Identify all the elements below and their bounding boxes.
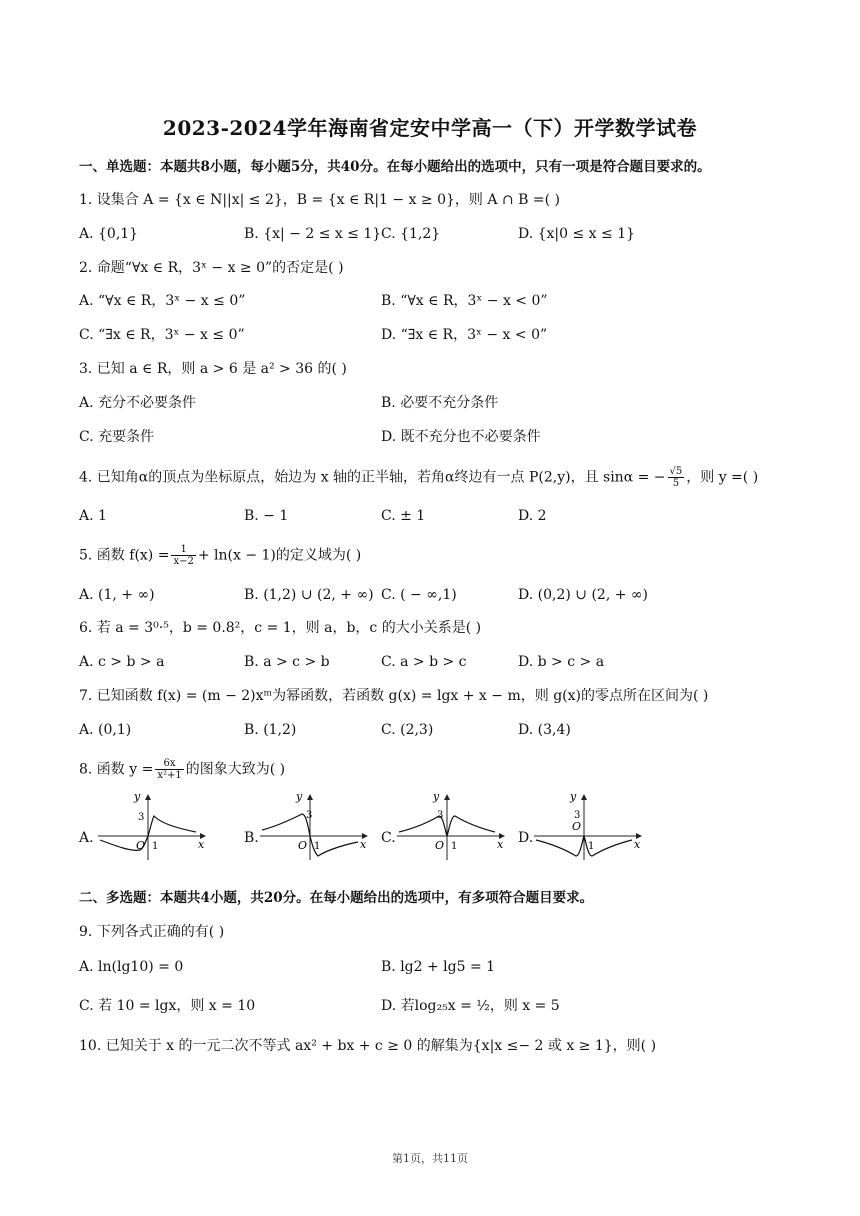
y-label: y (134, 790, 141, 803)
q2-option-a: A. “∀x ∈ R，3ˣ − x ≤ 0” (79, 293, 246, 309)
x-label: x (360, 838, 367, 851)
section-single-choice-heading: 一、单选题：本题共8小题，每小题5分，共40分。在每小题给出的选项中，只有一项是符合题目要求的。 (79, 159, 711, 175)
tick-label-3: 3 (138, 812, 145, 823)
q2-option-c: C. “∃x ∈ R，3ˣ − x ≤ 0” (79, 327, 245, 343)
question-8 (79, 758, 285, 781)
x-label: x (198, 838, 205, 851)
q4-option-a: A. 1 (79, 508, 107, 524)
q6-option-d: D. b > c > a (518, 654, 605, 670)
question-8-text-a: 8. 函数 y = (79, 761, 154, 778)
q8-option-c-label: C. (381, 830, 396, 846)
q5-option-a: A. (1, + ∞) (79, 587, 155, 603)
question-4 (79, 466, 758, 489)
tick-label-1: 1 (588, 841, 595, 852)
q7-option-a: A. (0,1) (79, 722, 132, 738)
q3-option-d: D. 既不充分也不必要条件 (381, 429, 541, 445)
q7-option-c: C. (2,3) (381, 722, 434, 738)
question-3: 3. 已知 a ∈ R，则 a > 6 是 a² > 36 的( ) (79, 361, 347, 377)
q1-option-d: D. {x|0 ≤ x ≤ 1} (518, 226, 636, 242)
curve-left (536, 836, 584, 856)
q9-option-a: A. ln(lg10) = 0 (79, 959, 184, 975)
q6-option-b: B. a > c > b (244, 654, 330, 670)
6x-over-x2-plus-1-fraction: $\frac{6x}{\text{x²+1}}$ (157, 758, 182, 781)
question-8-text-b: 的图象大致为( ) (185, 761, 286, 778)
q6-option-a: A. c > b > a (79, 654, 165, 670)
q1-option-a: A. {0,1} (79, 226, 139, 242)
question-2: 2. 命题“∀x ∈ R，3ˣ − x ≥ 0”的否定是( ) (79, 260, 344, 276)
q1-option-b: B. {x| − 2 ≤ x ≤ 1} (244, 226, 382, 242)
y-axis-arrow-icon (581, 794, 587, 800)
q7-option-d: D. (3,4) (518, 722, 571, 738)
question-5 (79, 544, 361, 567)
q8-graph-d (532, 790, 644, 862)
question-5-text-a: 5. 函数 f(x) = (79, 547, 170, 564)
q5-option-d: D. (0,2) ∪ (2, + ∞) (518, 587, 649, 603)
page-footer: 第1页，共11页 (392, 1152, 468, 1165)
tick-label-3: 3 (437, 810, 444, 821)
q2-option-b: B. “∀x ∈ R，3ˣ − x < 0” (381, 293, 548, 309)
q3-option-a: A. 充分不必要条件 (79, 395, 197, 411)
page-title: 2023-2024学年海南省定安中学高一（下）开学数学试卷 (162, 116, 698, 140)
tick-label-1: 1 (314, 841, 321, 852)
question-7: 7. 已知函数 f(x) = (m − 2)xᵐ为幂函数，若函数 g(x) = lgx + x − m，则 g(x)的零点所在区间为( ) (79, 688, 709, 704)
question-5-text-b: + ln(x − 1)的定义域为( ) (197, 547, 362, 564)
q8-option-d-label: D. (518, 830, 534, 846)
y-axis-arrow-icon (145, 794, 151, 800)
q3-option-c: C. 充要条件 (79, 429, 155, 445)
q9-option-c: C. 若 10 = lgx，则 x = 10 (79, 998, 256, 1014)
y-axis-arrow-icon (444, 794, 450, 800)
tick-label-1: 1 (451, 841, 458, 852)
question-6: 6. 若 a = 3⁰·⁵，b = 0.8²，c = 1，则 a，b，c 的大小关系是( ) (79, 620, 482, 636)
one-over-x-minus-2-fraction: $\frac{1}{x-2}$ (173, 544, 194, 567)
q8-graph-a (96, 790, 208, 862)
q8-graph-b (258, 790, 370, 862)
section-multiple-choice-heading: 二、多选题：本题共4小题，共20分。在每小题给出的选项中，有多项符合题目要求。 (79, 890, 594, 906)
q8-option-a-label: A. (79, 830, 94, 846)
q8-option-b-label: B. (244, 830, 259, 846)
question-1 (79, 190, 560, 210)
origin-label: O (298, 839, 308, 852)
q5-option-c: C. ( − ∞,1) (381, 587, 457, 603)
y-label: y (433, 790, 440, 803)
q6-option-c: C. a > b > c (381, 654, 467, 670)
q3-option-b: B. 必要不充分条件 (381, 395, 499, 411)
q4-option-d: D. 2 (518, 508, 547, 524)
question-4-text-a: 4. 已知角α的顶点为坐标原点，始边为 x 轴的正半轴，若角α终边有一点 P(2,y)，且 sinα = − (79, 469, 666, 486)
curve-right (447, 816, 495, 836)
tick-label-1: 1 (152, 841, 159, 852)
q4-option-c: C. ± 1 (381, 508, 426, 524)
tick-label-3: 3 (574, 810, 581, 821)
origin-label: O (572, 820, 582, 833)
y-axis-arrow-icon (307, 794, 313, 800)
x-label: x (497, 838, 504, 851)
q7-option-b: B. (1,2) (244, 722, 297, 738)
question-10: 10. 已知关于 x 的一元二次不等式 ax² + bx + c ≥ 0 的解集为{x|x ≤− 2 或 x ≥ 1}，则( ) (79, 1038, 657, 1054)
q1-option-c: C. {1,2} (381, 226, 441, 242)
q9-option-b: B. lg2 + lg5 = 1 (381, 959, 496, 975)
sqrt5-over-5-fraction: $\frac{√5}{5}$ (669, 466, 683, 489)
q9-option-d: D. 若log₂₅x = ½，则 x = 5 (381, 998, 560, 1014)
q4-option-b: B. − 1 (244, 508, 289, 524)
q5-option-b: B. (1,2) ∪ (2, + ∞) (244, 587, 374, 603)
y-label: y (296, 790, 303, 803)
x-label: x (634, 838, 641, 851)
y-label: y (570, 790, 577, 803)
question-4-text-b: ，则 y =( ) (686, 469, 759, 486)
q8-graph-c (395, 790, 507, 862)
q2-option-d: D. “∃x ∈ R，3ˣ − x < 0” (381, 327, 548, 343)
question-1-text: 1. 设集合 A = {x ∈ N||x| ≤ 2}，B = {x ∈ R|1 − x ≥ 0}，则 A ∩ B =( ) (79, 192, 560, 208)
origin-label: O (435, 839, 445, 852)
question-9: 9. 下列各式正确的有( ) (79, 924, 225, 940)
tick-label-3: 3 (306, 810, 313, 821)
origin-label: O (136, 839, 146, 852)
